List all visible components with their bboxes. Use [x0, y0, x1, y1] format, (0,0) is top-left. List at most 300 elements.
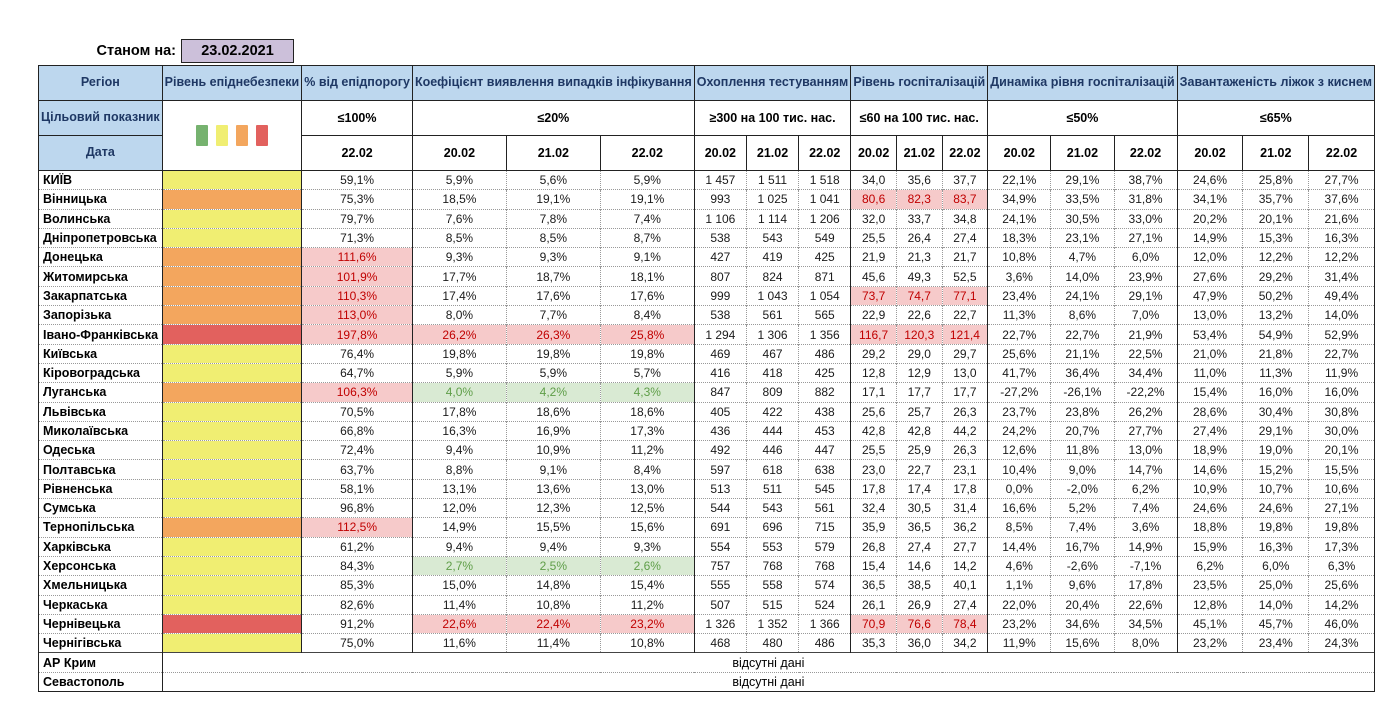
region-row-1	[39, 190, 1375, 209]
hospitalization-dynamics-cell-1: 23,8%	[1051, 402, 1114, 421]
testing-coverage-cell-0: 538	[694, 306, 746, 325]
oxygen-beds-load-cell-2: 49,4%	[1309, 286, 1375, 305]
col-header-hospitalization-dynamics: Динаміка рівня госпіталізацій	[988, 66, 1177, 101]
hospitalization-dynamics-cell-1: 36,4%	[1051, 363, 1114, 382]
hospitalization-level-cell-2: 77,1	[942, 286, 988, 305]
region-name: Полтавська	[39, 460, 163, 479]
oxygen-beds-load-cell-2: 46,0%	[1309, 614, 1375, 633]
threshold-pct-cell: 96,8%	[302, 499, 413, 518]
hospitalization-dynamics-cell-0: -27,2%	[988, 383, 1051, 402]
testing-coverage-cell-2: 425	[799, 248, 851, 267]
target-oxygen-beds-load: ≤65%	[1177, 101, 1374, 136]
epidemic-level-cell	[162, 325, 302, 344]
hospitalization-dynamics-cell-2: 26,2%	[1114, 402, 1177, 421]
testing-coverage-cell-2: 574	[799, 576, 851, 595]
detection-rate-cell-2: 4,3%	[600, 383, 694, 402]
oxygen-beds-load-cell-2: 37,6%	[1309, 190, 1375, 209]
hospitalization-level-cell-2: 29,7	[942, 344, 988, 363]
oxygen-beds-load-cell-0: 45,1%	[1177, 614, 1243, 633]
detection-rate-cell-2: 25,8%	[600, 325, 694, 344]
hospitalization-level-cell-2: 31,4	[942, 499, 988, 518]
testing-coverage-cell-2: 545	[799, 479, 851, 498]
hospitalization-dynamics-cell-2: 7,4%	[1114, 499, 1177, 518]
hospitalization-dynamics-cell-2: 8,0%	[1114, 634, 1177, 653]
hospitalization-level-cell-1: 42,8	[896, 421, 942, 440]
oxygen-beds-load-cell-0: 18,8%	[1177, 518, 1243, 537]
epidemic-level-cell	[162, 228, 302, 247]
detection-rate-cell-1: 9,1%	[506, 460, 600, 479]
hospitalization-level-cell-0: 26,1	[851, 595, 897, 614]
hospitalization-dynamics-cell-2: 31,8%	[1114, 190, 1177, 209]
detection-rate-cell-1: 5,9%	[506, 363, 600, 382]
threshold-pct-cell: 82,6%	[302, 595, 413, 614]
detection-rate-cell-2: 17,3%	[600, 421, 694, 440]
hospitalization-level-cell-0: 45,6	[851, 267, 897, 286]
testing-coverage-cell-1: 511	[746, 479, 798, 498]
testing-coverage-cell-1: 1 306	[746, 325, 798, 344]
testing-coverage-cell-0: 807	[694, 267, 746, 286]
region-row-6	[39, 286, 1375, 305]
regions-indicators-table	[38, 65, 1375, 692]
table-header	[39, 66, 1375, 171]
detection-rate-cell-1: 2,5%	[506, 556, 600, 575]
oxygen-beds-load-cell-1: 29,1%	[1243, 421, 1309, 440]
region-row-23	[39, 614, 1375, 633]
hospitalization-level-cell-0: 34,0	[851, 171, 897, 190]
hospitalization-dynamics-cell-1: -2,0%	[1051, 479, 1114, 498]
hospitalization-dynamics-cell-1: 5,2%	[1051, 499, 1114, 518]
oxygen-beds-load-cell-0: 15,4%	[1177, 383, 1243, 402]
hospitalization-dynamics-cell-0: 14,4%	[988, 537, 1051, 556]
testing-coverage-cell-1: 422	[746, 402, 798, 421]
as-of-strip	[38, 38, 1375, 64]
hospitalization-level-cell-0: 25,6	[851, 402, 897, 421]
epidemic-level-cell	[162, 479, 302, 498]
region-row-nodata	[39, 653, 1375, 672]
hospitalization-dynamics-cell-1: 30,5%	[1051, 209, 1114, 228]
testing-coverage-cell-1: 618	[746, 460, 798, 479]
oxygen-beds-load-cell-0: 27,4%	[1177, 421, 1243, 440]
hospitalization-level-cell-0: 35,9	[851, 518, 897, 537]
region-name: Тернопільська	[39, 518, 163, 537]
hospitalization-dynamics-cell-1: 24,1%	[1051, 286, 1114, 305]
testing-coverage-cell-1: 515	[746, 595, 798, 614]
testing-coverage-cell-1: 768	[746, 556, 798, 575]
hospitalization-dynamics-cell-1: 20,7%	[1051, 421, 1114, 440]
oxygen-beds-load-cell-0: 21,0%	[1177, 344, 1243, 363]
oxygen-beds-load-cell-0: 6,2%	[1177, 556, 1243, 575]
oxygen-beds-load-cell-1: 13,2%	[1243, 306, 1309, 325]
hospitalization-dynamics-cell-0: 16,6%	[988, 499, 1051, 518]
detection-rate-cell-1: 17,6%	[506, 286, 600, 305]
col-header-testing-coverage: Охоплення тестуванням	[694, 66, 851, 101]
hospitalization-dynamics-cell-0: 0,0%	[988, 479, 1051, 498]
testing-coverage-cell-0: 1 106	[694, 209, 746, 228]
testing-coverage-cell-1: 1 352	[746, 614, 798, 633]
hospitalization-dynamics-cell-0: 23,2%	[988, 614, 1051, 633]
hospitalization-level-cell-2: 17,7	[942, 383, 988, 402]
epidemic-level-cell	[162, 634, 302, 653]
detection-rate-cell-1: 7,7%	[506, 306, 600, 325]
region-row-15	[39, 460, 1375, 479]
threshold-pct-cell: 111,6%	[302, 248, 413, 267]
oxygen-beds-load-cell-2: 21,6%	[1309, 209, 1375, 228]
detection-rate-cell-0: 5,9%	[412, 363, 506, 382]
hospitalization-level-cell-1: 21,3	[896, 248, 942, 267]
hospitalization-level-cell-2: 27,4	[942, 595, 988, 614]
testing-coverage-cell-0: 999	[694, 286, 746, 305]
date-cell: 22.02	[942, 136, 988, 171]
detection-rate-cell-0: 13,1%	[412, 479, 506, 498]
hospitalization-dynamics-cell-1: 29,1%	[1051, 171, 1114, 190]
threshold-pct-cell: 63,7%	[302, 460, 413, 479]
detection-rate-cell-2: 18,1%	[600, 267, 694, 286]
threshold-pct-cell: 112,5%	[302, 518, 413, 537]
oxygen-beds-load-cell-0: 28,6%	[1177, 402, 1243, 421]
hospitalization-level-cell-2: 34,8	[942, 209, 988, 228]
date-cell: 22.02	[600, 136, 694, 171]
oxygen-beds-load-cell-1: 24,6%	[1243, 499, 1309, 518]
detection-rate-cell-2: 15,4%	[600, 576, 694, 595]
testing-coverage-cell-0: 468	[694, 634, 746, 653]
oxygen-beds-load-cell-0: 12,8%	[1177, 595, 1243, 614]
hospitalization-dynamics-cell-2: 22,6%	[1114, 595, 1177, 614]
detection-rate-cell-0: 11,4%	[412, 595, 506, 614]
hospitalization-dynamics-cell-1: 11,8%	[1051, 441, 1114, 460]
hospitalization-level-cell-0: 25,5	[851, 441, 897, 460]
testing-coverage-cell-2: 486	[799, 634, 851, 653]
hospitalization-level-cell-0: 42,8	[851, 421, 897, 440]
testing-coverage-cell-1: 824	[746, 267, 798, 286]
hospitalization-dynamics-cell-2: 6,2%	[1114, 479, 1177, 498]
hospitalization-level-cell-1: 27,4	[896, 537, 942, 556]
epidemic-level-cell	[162, 595, 302, 614]
detection-rate-cell-1: 13,6%	[506, 479, 600, 498]
detection-rate-cell-0: 16,3%	[412, 421, 506, 440]
hospitalization-level-cell-2: 23,1	[942, 460, 988, 479]
region-name: Івано-Франківська	[39, 325, 163, 344]
hospitalization-level-cell-2: 26,3	[942, 441, 988, 460]
oxygen-beds-load-cell-2: 15,5%	[1309, 460, 1375, 479]
oxygen-beds-load-cell-0: 24,6%	[1177, 499, 1243, 518]
hospitalization-level-cell-1: 25,9	[896, 441, 942, 460]
oxygen-beds-load-cell-1: 12,2%	[1243, 248, 1309, 267]
hospitalization-level-cell-1: 82,3	[896, 190, 942, 209]
hospitalization-level-cell-0: 12,8	[851, 363, 897, 382]
oxygen-beds-load-cell-2: 12,2%	[1309, 248, 1375, 267]
hospitalization-dynamics-cell-0: 22,0%	[988, 595, 1051, 614]
hospitalization-dynamics-cell-0: 10,8%	[988, 248, 1051, 267]
detection-rate-cell-2: 19,8%	[600, 344, 694, 363]
no-data-cell: відсутні дані	[162, 672, 1374, 691]
oxygen-beds-load-cell-0: 18,9%	[1177, 441, 1243, 460]
testing-coverage-cell-0: 538	[694, 228, 746, 247]
orange-level-chip	[236, 125, 248, 146]
hospitalization-dynamics-cell-2: -22,2%	[1114, 383, 1177, 402]
hospitalization-level-cell-2: 36,2	[942, 518, 988, 537]
region-name: Чернівецька	[39, 614, 163, 633]
epidemic-report	[38, 38, 1375, 692]
threshold-pct-cell: 106,3%	[302, 383, 413, 402]
testing-coverage-cell-2: 447	[799, 441, 851, 460]
testing-coverage-cell-2: 565	[799, 306, 851, 325]
epidemic-level-cell	[162, 286, 302, 305]
testing-coverage-cell-2: 1 356	[799, 325, 851, 344]
threshold-pct-cell: 72,4%	[302, 441, 413, 460]
red-level-chip	[256, 125, 268, 146]
epidemic-level-cell	[162, 518, 302, 537]
hospitalization-dynamics-cell-1: 4,7%	[1051, 248, 1114, 267]
hospitalization-level-cell-0: 26,8	[851, 537, 897, 556]
date-cell: 22.02	[1114, 136, 1177, 171]
detection-rate-cell-1: 16,9%	[506, 421, 600, 440]
testing-coverage-cell-2: 715	[799, 518, 851, 537]
date-cell: 20.02	[988, 136, 1051, 171]
oxygen-beds-load-cell-2: 52,9%	[1309, 325, 1375, 344]
testing-coverage-cell-0: 1 326	[694, 614, 746, 633]
hospitalization-level-cell-1: 76,6	[896, 614, 942, 633]
green-level-chip	[196, 125, 208, 146]
detection-rate-cell-2: 8,4%	[600, 306, 694, 325]
oxygen-beds-load-cell-2: 30,0%	[1309, 421, 1375, 440]
testing-coverage-cell-0: 554	[694, 537, 746, 556]
region-name: Кіровоградська	[39, 363, 163, 382]
hospitalization-dynamics-cell-0: 10,4%	[988, 460, 1051, 479]
oxygen-beds-load-cell-0: 14,6%	[1177, 460, 1243, 479]
region-row-20	[39, 556, 1375, 575]
region-row-14	[39, 441, 1375, 460]
testing-coverage-cell-1: 444	[746, 421, 798, 440]
hospitalization-level-cell-1: 74,7	[896, 286, 942, 305]
hospitalization-dynamics-cell-1: 8,6%	[1051, 306, 1114, 325]
testing-coverage-cell-2: 871	[799, 267, 851, 286]
testing-coverage-cell-2: 1 206	[799, 209, 851, 228]
detection-rate-cell-2: 23,2%	[600, 614, 694, 633]
detection-rate-cell-0: 8,5%	[412, 228, 506, 247]
target-detection-rate: ≤20%	[412, 101, 694, 136]
threshold-pct-cell: 70,5%	[302, 402, 413, 421]
testing-coverage-cell-2: 425	[799, 363, 851, 382]
epidemic-level-cell	[162, 402, 302, 421]
detection-rate-cell-1: 7,8%	[506, 209, 600, 228]
oxygen-beds-load-cell-1: 25,8%	[1243, 171, 1309, 190]
detection-rate-cell-2: 9,3%	[600, 537, 694, 556]
testing-coverage-cell-2: 1 518	[799, 171, 851, 190]
hospitalization-level-cell-0: 25,5	[851, 228, 897, 247]
detection-rate-cell-0: 14,9%	[412, 518, 506, 537]
region-name: Севастополь	[39, 672, 163, 691]
epidemic-level-cell	[162, 344, 302, 363]
hospitalization-level-cell-2: 37,7	[942, 171, 988, 190]
detection-rate-cell-1: 9,3%	[506, 248, 600, 267]
detection-rate-cell-1: 26,3%	[506, 325, 600, 344]
epidemic-level-cell	[162, 267, 302, 286]
hospitalization-dynamics-cell-1: 23,1%	[1051, 228, 1114, 247]
threshold-pct-cell: 101,9%	[302, 267, 413, 286]
hospitalization-level-cell-2: 17,8	[942, 479, 988, 498]
region-name: Луганська	[39, 383, 163, 402]
col-header-oxygen-beds-load: Завантаженість ліжок з киснем	[1177, 66, 1374, 101]
col-header-region: Регіон	[39, 66, 163, 101]
target-row-label: Цільовий показник	[39, 101, 163, 136]
threshold-pct-cell: 58,1%	[302, 479, 413, 498]
detection-rate-cell-2: 5,9%	[600, 171, 694, 190]
detection-rate-cell-0: 8,0%	[412, 306, 506, 325]
detection-rate-cell-2: 9,1%	[600, 248, 694, 267]
detection-rate-cell-2: 18,6%	[600, 402, 694, 421]
target-hospitalization-level: ≤60 на 100 тис. нас.	[851, 101, 988, 136]
oxygen-beds-load-cell-0: 10,9%	[1177, 479, 1243, 498]
hospitalization-dynamics-cell-2: 21,9%	[1114, 325, 1177, 344]
detection-rate-cell-0: 18,5%	[412, 190, 506, 209]
testing-coverage-cell-0: 436	[694, 421, 746, 440]
oxygen-beds-load-cell-1: 19,8%	[1243, 518, 1309, 537]
oxygen-beds-load-cell-2: 16,0%	[1309, 383, 1375, 402]
hospitalization-level-cell-2: 34,2	[942, 634, 988, 653]
testing-coverage-cell-2: 579	[799, 537, 851, 556]
hospitalization-dynamics-cell-0: 25,6%	[988, 344, 1051, 363]
region-row-10	[39, 363, 1375, 382]
region-row-0	[39, 171, 1375, 190]
testing-coverage-cell-0: 847	[694, 383, 746, 402]
detection-rate-cell-2: 11,2%	[600, 595, 694, 614]
region-row-11	[39, 383, 1375, 402]
hospitalization-dynamics-cell-2: 23,9%	[1114, 267, 1177, 286]
oxygen-beds-load-cell-0: 53,4%	[1177, 325, 1243, 344]
region-row-21	[39, 576, 1375, 595]
detection-rate-cell-1: 15,5%	[506, 518, 600, 537]
oxygen-beds-load-cell-2: 19,8%	[1309, 518, 1375, 537]
epidemic-level-cell	[162, 614, 302, 633]
date-cell: 21.02	[506, 136, 600, 171]
hospitalization-level-cell-0: 116,7	[851, 325, 897, 344]
detection-rate-cell-0: 17,8%	[412, 402, 506, 421]
hospitalization-dynamics-cell-0: 22,1%	[988, 171, 1051, 190]
oxygen-beds-load-cell-1: 16,0%	[1243, 383, 1309, 402]
hospitalization-level-cell-1: 30,5	[896, 499, 942, 518]
region-name: Запорізька	[39, 306, 163, 325]
hospitalization-dynamics-cell-2: 14,7%	[1114, 460, 1177, 479]
detection-rate-cell-2: 15,6%	[600, 518, 694, 537]
oxygen-beds-load-cell-2: 31,4%	[1309, 267, 1375, 286]
oxygen-beds-load-cell-1: 23,4%	[1243, 634, 1309, 653]
col-header-detection-rate: Коефіцієнт виявлення випадків інфікування	[412, 66, 694, 101]
hospitalization-level-cell-0: 35,3	[851, 634, 897, 653]
region-name: Вінницька	[39, 190, 163, 209]
testing-coverage-cell-1: 553	[746, 537, 798, 556]
oxygen-beds-load-cell-1: 6,0%	[1243, 556, 1309, 575]
oxygen-beds-load-cell-2: 10,6%	[1309, 479, 1375, 498]
threshold-pct-cell: 75,0%	[302, 634, 413, 653]
detection-rate-cell-2: 12,5%	[600, 499, 694, 518]
hospitalization-level-cell-2: 26,3	[942, 402, 988, 421]
hospitalization-dynamics-cell-1: 16,7%	[1051, 537, 1114, 556]
as-of-date-box: 23.02.2021	[181, 39, 294, 63]
date-cell: 22.02	[799, 136, 851, 171]
detection-rate-cell-1: 22,4%	[506, 614, 600, 633]
hospitalization-dynamics-cell-2: 17,8%	[1114, 576, 1177, 595]
date-cell: 21.02	[1243, 136, 1309, 171]
testing-coverage-cell-1: 480	[746, 634, 798, 653]
detection-rate-cell-0: 4,0%	[412, 383, 506, 402]
oxygen-beds-load-cell-2: 11,9%	[1309, 363, 1375, 382]
region-name: Львівська	[39, 402, 163, 421]
threshold-pct-cell: 85,3%	[302, 576, 413, 595]
hospitalization-level-cell-1: 22,7	[896, 460, 942, 479]
region-name: Донецька	[39, 248, 163, 267]
hospitalization-level-cell-0: 80,6	[851, 190, 897, 209]
region-name: Сумська	[39, 499, 163, 518]
date-cell: 21.02	[896, 136, 942, 171]
threshold-pct-cell: 79,7%	[302, 209, 413, 228]
hospitalization-level-cell-0: 32,4	[851, 499, 897, 518]
detection-rate-cell-0: 5,9%	[412, 171, 506, 190]
epidemic-level-cell	[162, 248, 302, 267]
detection-rate-cell-2: 5,7%	[600, 363, 694, 382]
detection-rate-cell-1: 9,4%	[506, 537, 600, 556]
oxygen-beds-load-cell-2: 24,3%	[1309, 634, 1375, 653]
oxygen-beds-load-cell-0: 47,9%	[1177, 286, 1243, 305]
column-header-row	[39, 66, 1375, 101]
hospitalization-dynamics-cell-0: 22,7%	[988, 325, 1051, 344]
hospitalization-level-cell-2: 121,4	[942, 325, 988, 344]
date-cell: 22.02	[302, 136, 413, 171]
region-row-2	[39, 209, 1375, 228]
hospitalization-level-cell-1: 12,9	[896, 363, 942, 382]
detection-rate-cell-2: 19,1%	[600, 190, 694, 209]
oxygen-beds-load-cell-1: 20,1%	[1243, 209, 1309, 228]
oxygen-beds-load-cell-0: 12,0%	[1177, 248, 1243, 267]
hospitalization-dynamics-cell-1: 7,4%	[1051, 518, 1114, 537]
region-name: Черкаська	[39, 595, 163, 614]
region-row-24	[39, 634, 1375, 653]
oxygen-beds-load-cell-2: 6,3%	[1309, 556, 1375, 575]
hospitalization-dynamics-cell-1: 34,6%	[1051, 614, 1114, 633]
target-hospitalization-dynamics: ≤50%	[988, 101, 1177, 136]
testing-coverage-cell-0: 469	[694, 344, 746, 363]
region-row-3	[39, 228, 1375, 247]
level-legend	[162, 101, 302, 171]
testing-coverage-cell-1: 561	[746, 306, 798, 325]
epidemic-level-cell	[162, 576, 302, 595]
hospitalization-level-cell-0: 73,7	[851, 286, 897, 305]
hospitalization-dynamics-cell-2: 14,9%	[1114, 537, 1177, 556]
testing-coverage-cell-2: 1 041	[799, 190, 851, 209]
oxygen-beds-load-cell-1: 16,3%	[1243, 537, 1309, 556]
epidemic-level-cell	[162, 537, 302, 556]
oxygen-beds-load-cell-2: 14,2%	[1309, 595, 1375, 614]
date-cell: 20.02	[851, 136, 897, 171]
hospitalization-dynamics-cell-2: 33,0%	[1114, 209, 1177, 228]
threshold-pct-cell: 71,3%	[302, 228, 413, 247]
hospitalization-level-cell-2: 78,4	[942, 614, 988, 633]
hospitalization-dynamics-cell-1: -26,1%	[1051, 383, 1114, 402]
threshold-pct-cell: 197,8%	[302, 325, 413, 344]
testing-coverage-cell-0: 993	[694, 190, 746, 209]
testing-coverage-cell-1: 1 114	[746, 209, 798, 228]
hospitalization-dynamics-cell-0: 4,6%	[988, 556, 1051, 575]
hospitalization-level-cell-1: 25,7	[896, 402, 942, 421]
region-name: Рівненська	[39, 479, 163, 498]
oxygen-beds-load-cell-2: 25,6%	[1309, 576, 1375, 595]
hospitalization-dynamics-cell-1: 20,4%	[1051, 595, 1114, 614]
testing-coverage-cell-2: 768	[799, 556, 851, 575]
hospitalization-level-cell-1: 35,6	[896, 171, 942, 190]
hospitalization-level-cell-2: 27,4	[942, 228, 988, 247]
testing-coverage-cell-2: 638	[799, 460, 851, 479]
testing-coverage-cell-2: 1 366	[799, 614, 851, 633]
testing-coverage-cell-1: 467	[746, 344, 798, 363]
